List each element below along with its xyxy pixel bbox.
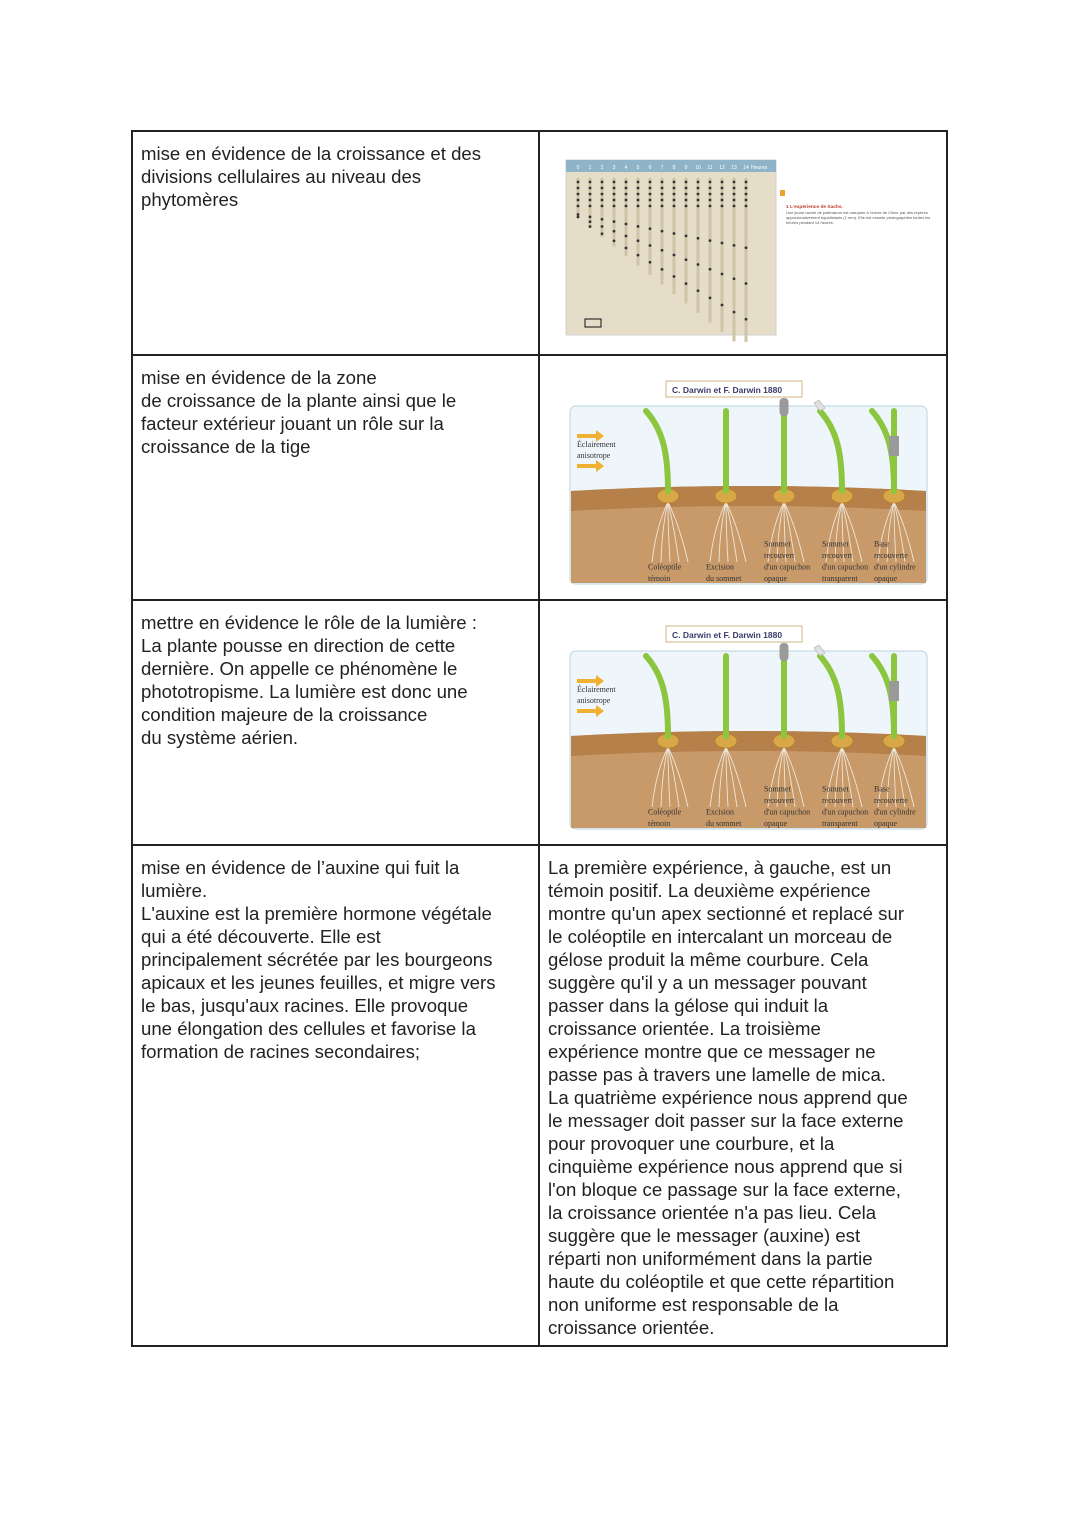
explanation-cell bbox=[540, 846, 946, 1345]
ink-mark bbox=[589, 225, 592, 228]
hour-tick: 14 bbox=[743, 165, 749, 171]
content-table bbox=[131, 130, 948, 1347]
light-label: Éclairement anisotrope bbox=[577, 440, 616, 460]
ink-mark bbox=[577, 181, 580, 184]
ink-mark bbox=[625, 193, 628, 196]
ink-mark bbox=[589, 220, 592, 223]
sachs-figure bbox=[548, 142, 948, 342]
opaque-cylinder bbox=[889, 436, 899, 456]
ink-mark bbox=[697, 237, 700, 240]
opaque-cylinder bbox=[889, 681, 899, 701]
experiment-label: Base recouverte d'un cylindre opaque bbox=[874, 539, 916, 583]
ink-mark bbox=[601, 205, 604, 208]
caption-title: 1 L'expérience de Sachs. bbox=[786, 205, 843, 210]
ink-mark bbox=[601, 225, 604, 228]
ink-mark bbox=[649, 199, 652, 202]
ink-mark bbox=[697, 181, 700, 184]
description-cell bbox=[133, 846, 540, 1345]
ink-mark bbox=[637, 187, 640, 190]
ink-mark bbox=[577, 213, 580, 216]
ink-mark bbox=[601, 199, 604, 202]
explanation-text: La première expérience, à gauche, est un témoin positif. La deuxième expérience montre qu'un apex sectionné et replacé sur le coléoptile en intercalant un morceau de gélose produit la même courbure. Cela suggère qu'il y a un messager pouvant passer dans la gélose qui induit la croissance orientée. La troisième expérience montre que ce messager ne passe pas à travers une lamelle de mica. La quatrième expérience nous apprend que le messager doit passer sur la face externe pour provoquer une courbure, et la cinquième expérience nous apprend que si l'on bloque ce passage sur la face externe, la croissance orientée n'a pas lieu. Cela suggère que le messager (auxine) est réparti non uniformément dans la partie haute du coléoptile et que cette répartition non uniforme est responsable de la croissance orientée. bbox=[548, 857, 908, 1338]
figure-cell bbox=[540, 601, 946, 844]
ink-mark bbox=[673, 254, 676, 257]
hour-tick: 6 bbox=[648, 165, 652, 171]
ink-mark bbox=[661, 193, 664, 196]
ink-mark bbox=[661, 181, 664, 184]
ink-mark bbox=[589, 199, 592, 202]
ink-mark bbox=[589, 215, 592, 218]
ink-mark bbox=[661, 199, 664, 202]
ink-mark bbox=[745, 318, 748, 321]
description-text: mise en évidence de la zone de croissance de la plante ainsi que le facteur extérieur jouant un rôle sur la croissance de la tige bbox=[141, 367, 457, 457]
ink-mark bbox=[649, 244, 652, 247]
experiment-label: Sommet recouvert d'un capuchon transparent bbox=[822, 784, 869, 828]
ink-mark bbox=[577, 205, 580, 208]
description-cell bbox=[133, 601, 540, 844]
caption-body-box bbox=[786, 210, 941, 250]
ink-mark bbox=[625, 247, 628, 250]
hour-tick: 8 bbox=[672, 165, 676, 171]
ink-mark bbox=[721, 205, 724, 208]
ink-mark bbox=[697, 289, 700, 292]
ink-mark bbox=[733, 277, 736, 280]
ink-mark bbox=[625, 205, 628, 208]
hour-tick: 3 bbox=[612, 165, 616, 171]
ink-mark bbox=[673, 205, 676, 208]
ink-mark bbox=[637, 181, 640, 184]
hour-tick: 2 bbox=[600, 165, 604, 171]
ink-mark bbox=[685, 187, 688, 190]
ink-mark bbox=[661, 268, 664, 271]
ink-mark bbox=[613, 187, 616, 190]
experiment-label: Excision du sommet bbox=[706, 562, 742, 583]
ink-mark bbox=[649, 187, 652, 190]
hour-tick: 13 bbox=[731, 165, 737, 171]
ink-mark bbox=[685, 234, 688, 237]
ink-mark bbox=[697, 187, 700, 190]
figure-title: C. Darwin et F. Darwin 1880 bbox=[672, 630, 783, 640]
ink-mark bbox=[745, 282, 748, 285]
ink-mark bbox=[673, 199, 676, 202]
ink-mark bbox=[673, 193, 676, 196]
ink-mark bbox=[613, 205, 616, 208]
hour-tick: 5 bbox=[636, 165, 640, 171]
ink-mark bbox=[697, 205, 700, 208]
ink-mark bbox=[637, 254, 640, 257]
ink-mark bbox=[721, 242, 724, 245]
ink-mark bbox=[721, 273, 724, 276]
experiment-label: Sommet recouvert d'un capuchon transparent bbox=[822, 539, 869, 583]
experiment-label: Coléoptile témoin bbox=[648, 807, 682, 828]
ink-mark bbox=[637, 239, 640, 242]
ink-mark bbox=[733, 187, 736, 190]
ink-mark bbox=[697, 193, 700, 196]
ink-mark bbox=[745, 199, 748, 202]
ink-mark bbox=[709, 205, 712, 208]
ink-mark bbox=[709, 181, 712, 184]
ink-mark bbox=[637, 225, 640, 228]
ink-mark bbox=[589, 205, 592, 208]
hour-tick: 10 bbox=[695, 165, 701, 171]
experiment-label: Base recouverte d'un cylindre opaque bbox=[874, 784, 916, 828]
description-cell bbox=[133, 356, 540, 599]
ink-mark bbox=[625, 181, 628, 184]
ink-mark bbox=[577, 216, 580, 219]
ink-mark bbox=[601, 218, 604, 221]
ink-mark bbox=[661, 187, 664, 190]
ink-mark bbox=[709, 268, 712, 271]
ink-mark bbox=[625, 187, 628, 190]
ink-mark bbox=[745, 193, 748, 196]
ink-mark bbox=[613, 239, 616, 242]
ink-mark bbox=[589, 187, 592, 190]
hour-tick: 11 bbox=[707, 165, 713, 171]
ink-mark bbox=[613, 220, 616, 223]
ink-mark bbox=[649, 227, 652, 230]
ink-mark bbox=[649, 181, 652, 184]
ink-mark bbox=[601, 181, 604, 184]
hour-tick: 4 bbox=[624, 165, 628, 171]
ink-mark bbox=[685, 199, 688, 202]
ink-mark bbox=[709, 296, 712, 299]
hour-tick: 0 bbox=[576, 165, 580, 171]
hour-tick: 1 bbox=[588, 165, 592, 171]
ink-mark bbox=[649, 193, 652, 196]
hour-tick: 9 bbox=[684, 165, 688, 171]
ink-mark bbox=[577, 193, 580, 196]
description-text: mettre en évidence le rôle de la lumière : La plante pousse en direction de cette dernière. On appelle ce phénomène le phototropisme. La lumière est donc une condition majeure de la croissance du système aérien. bbox=[141, 612, 477, 748]
ink-mark bbox=[709, 193, 712, 196]
ink-mark bbox=[733, 199, 736, 202]
ink-mark bbox=[661, 249, 664, 252]
opaque-cap bbox=[780, 643, 789, 661]
ink-mark bbox=[709, 239, 712, 242]
ink-mark bbox=[721, 199, 724, 202]
ink-mark bbox=[673, 232, 676, 235]
experiment-label: Sommet recouvert d'un capuchon opaque bbox=[764, 784, 811, 828]
ink-mark bbox=[745, 181, 748, 184]
ink-mark bbox=[673, 181, 676, 184]
experiment-label: Excision du sommet bbox=[706, 807, 742, 828]
ink-mark bbox=[733, 205, 736, 208]
ink-mark bbox=[601, 232, 604, 235]
ink-mark bbox=[697, 263, 700, 266]
ink-mark bbox=[613, 181, 616, 184]
ink-mark bbox=[601, 193, 604, 196]
hours-label: Heures bbox=[751, 165, 768, 171]
ink-mark bbox=[685, 282, 688, 285]
ink-mark bbox=[685, 258, 688, 261]
ink-mark bbox=[733, 193, 736, 196]
darwin-experiment-figure bbox=[548, 366, 948, 591]
figure-cell bbox=[540, 132, 946, 354]
ink-mark bbox=[589, 193, 592, 196]
ink-mark bbox=[613, 199, 616, 202]
ink-mark bbox=[625, 199, 628, 202]
experiment-label: Sommet recouvert d'un capuchon opaque bbox=[764, 539, 811, 583]
experiment-label: Coléoptile témoin bbox=[648, 562, 682, 583]
ink-mark bbox=[745, 246, 748, 249]
ink-mark bbox=[685, 181, 688, 184]
description-text: mise en évidence de la croissance et des divisions cellulaires au niveau des phytomères bbox=[141, 143, 482, 210]
ink-mark bbox=[649, 261, 652, 264]
ink-mark bbox=[577, 187, 580, 190]
ink-mark bbox=[733, 311, 736, 314]
table-row bbox=[133, 356, 946, 601]
ink-mark bbox=[673, 187, 676, 190]
ink-mark bbox=[709, 199, 712, 202]
ink-mark bbox=[637, 205, 640, 208]
figure-title: C. Darwin et F. Darwin 1880 bbox=[672, 385, 783, 395]
ink-mark bbox=[721, 193, 724, 196]
ink-mark bbox=[709, 187, 712, 190]
ink-mark bbox=[721, 304, 724, 307]
hours-axis bbox=[577, 165, 749, 171]
ink-mark bbox=[613, 230, 616, 233]
ink-mark bbox=[685, 193, 688, 196]
hour-tick: 12 bbox=[719, 165, 725, 171]
ink-mark bbox=[745, 187, 748, 190]
ink-mark bbox=[625, 223, 628, 226]
caption-marker bbox=[780, 190, 785, 196]
table-row bbox=[133, 846, 946, 1345]
table-row bbox=[133, 601, 946, 846]
ink-mark bbox=[661, 205, 664, 208]
ink-mark bbox=[637, 199, 640, 202]
ink-mark bbox=[697, 199, 700, 202]
ink-mark bbox=[637, 193, 640, 196]
ink-mark bbox=[673, 275, 676, 278]
description-cell bbox=[133, 132, 540, 354]
caption-body: Une jeune racine de potimarron est marquée à l'encre de Chine par des repères approximativement équidistants (1 mm). Elle est ensuite photographiée toutes les heures pendant 14 heures. bbox=[786, 210, 931, 225]
ink-mark bbox=[745, 205, 748, 208]
ink-mark bbox=[685, 205, 688, 208]
ink-mark bbox=[577, 199, 580, 202]
description-text: mise en évidence de l’auxine qui fuit la lumière. L'auxine est la première hormone végétale qui a été découverte. Elle est principalement sécrétée par les bourgeons apicaux et les jeunes feuilles, et migre vers le bas, jusqu'aux racines. Elle provoque une élongation des cellules et favorise la formation de racines secondaires; bbox=[141, 857, 496, 1062]
figure-cell bbox=[540, 356, 946, 599]
table-row bbox=[133, 132, 946, 356]
darwin-experiment-figure bbox=[548, 611, 948, 836]
ink-mark bbox=[625, 235, 628, 238]
ink-mark bbox=[721, 181, 724, 184]
ink-mark bbox=[589, 181, 592, 184]
ink-mark bbox=[721, 187, 724, 190]
opaque-cap bbox=[780, 398, 789, 416]
ink-mark bbox=[733, 181, 736, 184]
ink-mark bbox=[601, 187, 604, 190]
ink-mark bbox=[661, 230, 664, 233]
hour-tick: 7 bbox=[660, 165, 664, 171]
ink-mark bbox=[649, 205, 652, 208]
ink-mark bbox=[613, 193, 616, 196]
light-label: Éclairement anisotrope bbox=[577, 685, 616, 705]
ink-mark bbox=[733, 244, 736, 247]
